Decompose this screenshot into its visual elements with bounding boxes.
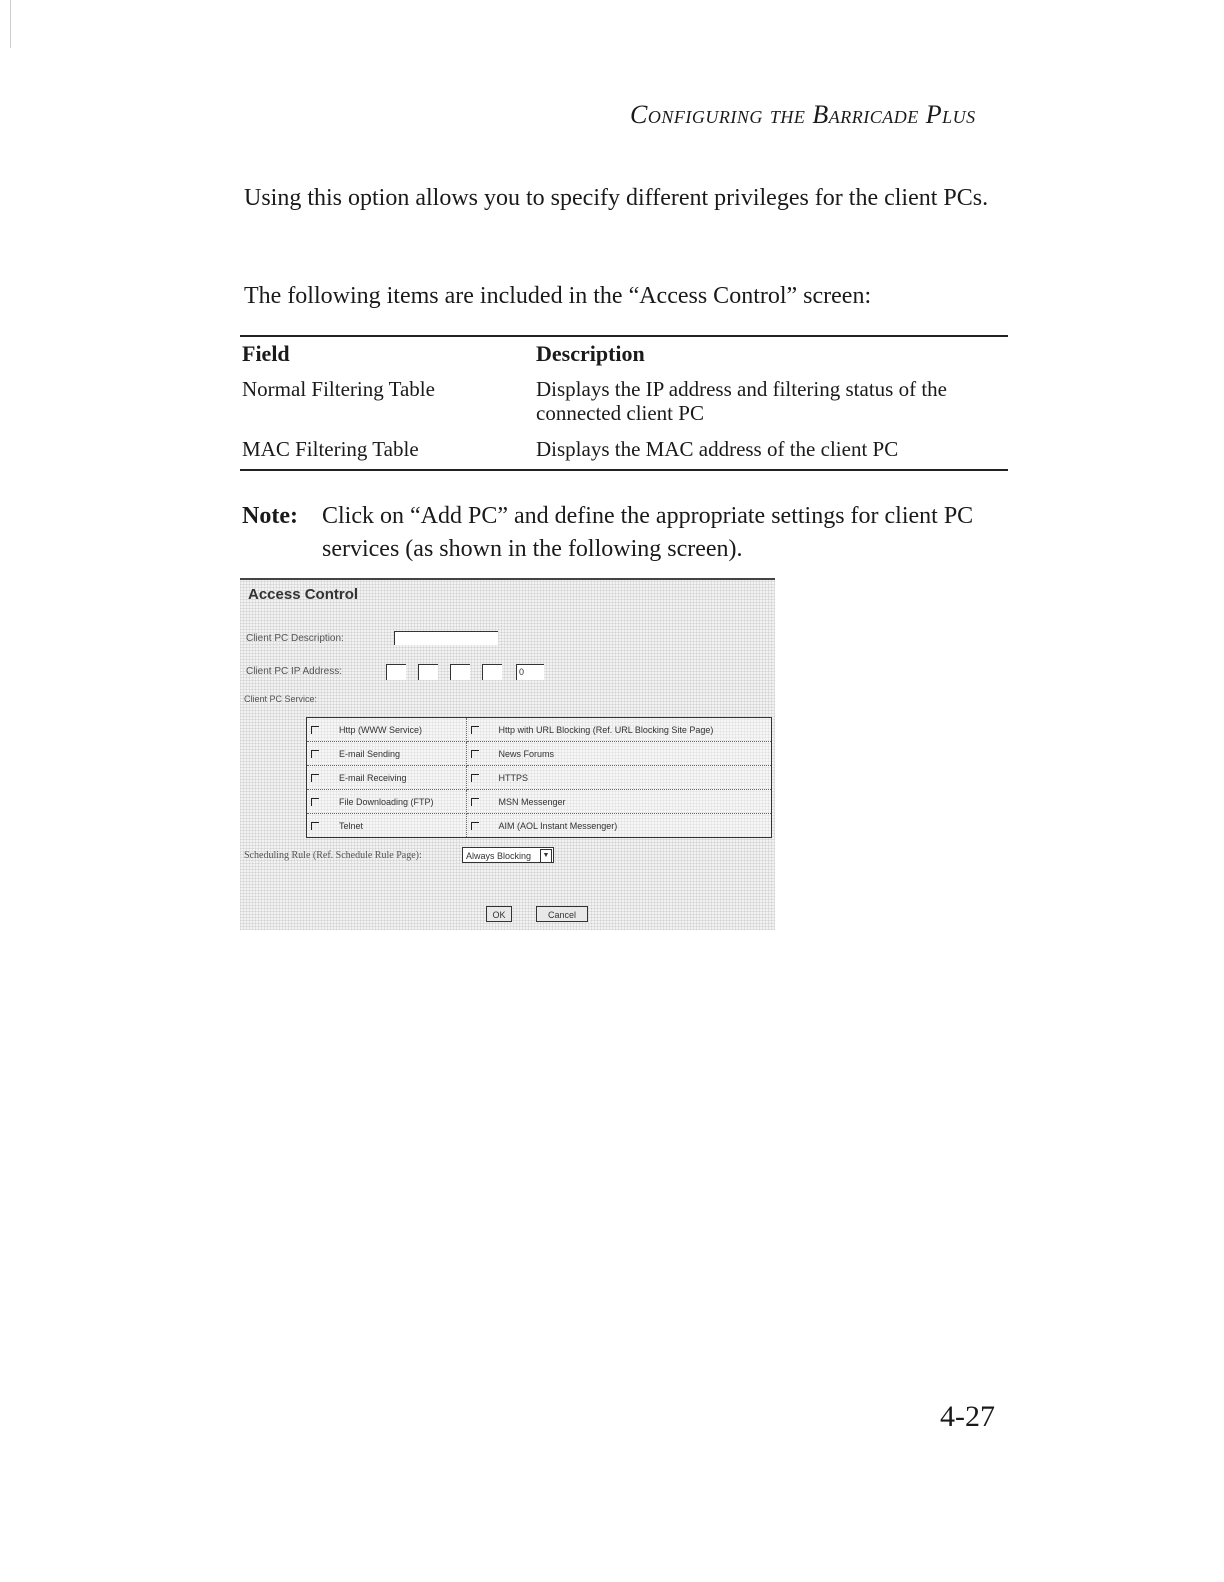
col-header-field: Field bbox=[240, 336, 534, 373]
table-row bbox=[307, 742, 772, 766]
service-table bbox=[306, 717, 772, 838]
table-row bbox=[240, 373, 1008, 433]
cancel-button[interactable]: Cancel bbox=[536, 906, 588, 922]
service-option[interactable]: HTTPS bbox=[466, 766, 772, 790]
row-field: MAC Filtering Table bbox=[240, 433, 534, 470]
note-block bbox=[242, 500, 1012, 566]
service-option[interactable]: Http with URL Blocking (Ref. URL Blocking Site Page) bbox=[466, 718, 772, 742]
service-option[interactable]: Telnet bbox=[307, 814, 467, 838]
scheduling-rule-value: Always Blocking bbox=[466, 851, 532, 861]
access-control-screenshot bbox=[240, 578, 775, 930]
service-option[interactable]: E-mail Receiving bbox=[307, 766, 467, 790]
scan-margin-line bbox=[10, 0, 11, 48]
checkbox-icon[interactable] bbox=[311, 774, 319, 782]
field-description-table bbox=[240, 335, 1008, 471]
col-header-description: Description bbox=[534, 336, 1008, 373]
checkbox-icon[interactable] bbox=[471, 822, 479, 830]
table-row bbox=[307, 766, 772, 790]
table-row bbox=[240, 433, 1008, 470]
service-option[interactable]: AIM (AOL Instant Messenger) bbox=[466, 814, 772, 838]
checkbox-icon[interactable] bbox=[471, 726, 479, 734]
checkbox-icon[interactable] bbox=[471, 798, 479, 806]
client-ip-label: Client PC IP Address: bbox=[246, 666, 342, 677]
ip-octet-1-input[interactable] bbox=[386, 664, 406, 680]
client-service-label: Client PC Service: bbox=[244, 694, 318, 704]
lead-paragraph: The following items are included in the “Access Control” screen: bbox=[244, 283, 872, 309]
note-text: Click on “Add PC” and define the appropriate settings for client PC services (as shown in the following screen). bbox=[322, 503, 974, 562]
table-header-row bbox=[240, 336, 1008, 373]
table-row bbox=[307, 718, 772, 742]
page-number: 4-27 bbox=[940, 1400, 995, 1433]
chevron-down-icon[interactable]: ▼ bbox=[540, 849, 552, 863]
checkbox-icon[interactable] bbox=[471, 774, 479, 782]
access-control-title: Access Control bbox=[248, 586, 359, 603]
checkbox-icon[interactable] bbox=[311, 822, 319, 830]
row-field: Normal Filtering Table bbox=[242, 377, 435, 401]
row-description: Displays the IP address and filtering status of the connected client PC bbox=[536, 377, 947, 425]
ip-last-input[interactable]: 0 bbox=[516, 664, 544, 680]
scheduling-rule-label: Scheduling Rule (Ref. Schedule Rule Page): bbox=[244, 850, 422, 861]
checkbox-icon[interactable] bbox=[311, 798, 319, 806]
service-option[interactable]: MSN Messenger bbox=[466, 790, 772, 814]
table-row bbox=[307, 790, 772, 814]
row-description: Displays the MAC address of the client PC bbox=[534, 433, 1008, 470]
checkbox-icon[interactable] bbox=[471, 750, 479, 758]
service-option[interactable]: File Downloading (FTP) bbox=[307, 790, 467, 814]
client-description-label: Client PC Description: bbox=[246, 633, 344, 644]
client-description-input[interactable] bbox=[394, 631, 498, 645]
checkbox-icon[interactable] bbox=[311, 726, 319, 734]
service-option[interactable]: News Forums bbox=[466, 742, 772, 766]
scheduling-rule-select[interactable] bbox=[462, 847, 554, 863]
intro-paragraph: Using this option allows you to specify different privileges for the client PCs. bbox=[244, 185, 989, 211]
service-option[interactable]: Http (WWW Service) bbox=[307, 718, 467, 742]
checkbox-icon[interactable] bbox=[311, 750, 319, 758]
ip-octet-4-input[interactable] bbox=[482, 664, 502, 680]
table-row bbox=[307, 814, 772, 838]
note-label: Note: bbox=[242, 503, 298, 529]
ok-button[interactable]: OK bbox=[486, 906, 512, 922]
ip-octet-2-input[interactable] bbox=[418, 664, 438, 680]
running-header: Configuring the Barricade Plus bbox=[630, 100, 976, 129]
ip-octet-3-input[interactable] bbox=[450, 664, 470, 680]
service-option[interactable]: E-mail Sending bbox=[307, 742, 467, 766]
